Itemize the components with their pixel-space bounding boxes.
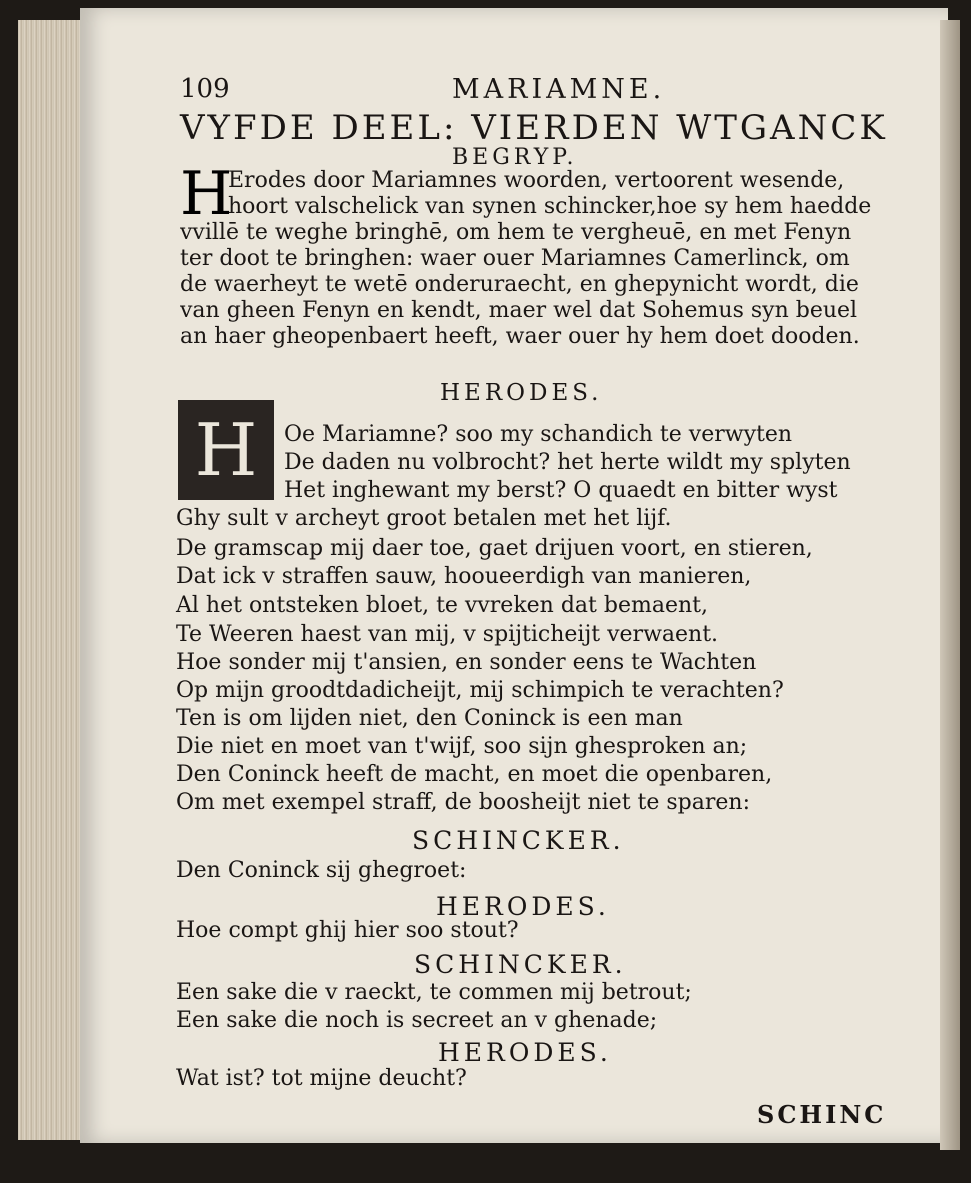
dialogue-line: Hoe compt ghij hier soo stout? xyxy=(176,918,519,943)
speaker-herodes: HERODES. xyxy=(440,380,603,406)
speaker-schincker: SCHINCKER. xyxy=(412,826,625,855)
verse-line: Den Coninck heeft de macht, en moet die openbaren, xyxy=(176,762,773,787)
argument-line: an haer gheopenbaert heeft, waer ouer hy hem doet dooden. xyxy=(180,324,860,349)
verse-line: Ten is om lijden niet, den Coninck is een man xyxy=(176,706,683,731)
dialogue-line: Wat ist? tot mijne deucht? xyxy=(176,1066,467,1091)
dialogue-line: Den Coninck sij ghegroet: xyxy=(176,858,467,883)
verse-line: Op mijn groodtdadicheijt, mij schimpich te verachten? xyxy=(176,678,784,703)
page-stack-edge xyxy=(18,20,88,1140)
decorated-initial-letter: H xyxy=(194,408,258,492)
speaker-herodes: HERODES. xyxy=(436,892,610,921)
dialogue-line: Een sake die noch is secreet an v ghenade; xyxy=(176,1008,658,1033)
argument-text xyxy=(180,159,920,350)
verse-line: Die niet en moet van t'wijf, soo sijn ghesproken an; xyxy=(176,734,748,759)
argument-drop-letter: H xyxy=(180,159,233,229)
argument-line: Erodes door Mariamnes woorden, vertoorent wesende, xyxy=(228,168,845,193)
verse-line: Om met exempel straff, de boosheijt niet te sparen: xyxy=(176,790,750,815)
page-right-edge xyxy=(940,20,960,1150)
verse-line: Te Weeren haest van mij, v spijticheijt verwaent. xyxy=(176,622,719,647)
verse-line: Het inghewant my berst? O quaedt en bitter wyst xyxy=(284,478,838,503)
verse-line: De daden nu volbrocht? het herte wildt my splyten xyxy=(284,450,851,475)
running-title: MARIAMNE. xyxy=(452,74,666,105)
speaker-herodes: HERODES. xyxy=(438,1038,612,1067)
argument-line: van gheen Fenyn en kendt, maer wel dat Sohemus syn beuel xyxy=(180,298,858,323)
verse-line: Ghy sult v archeyt groot betalen met het lijf. xyxy=(176,506,672,531)
decorated-initial xyxy=(178,400,274,500)
catchword: SCHINC xyxy=(757,1100,887,1129)
page-number: 109 xyxy=(180,74,230,104)
part-title: VYFDE DEEL: VIERDEN WTGANCK xyxy=(180,108,888,148)
argument-line: ter doot te bringhen: waer ouer Mariamnes Camerlinck, om xyxy=(180,246,850,271)
argument-line: vvillē te weghe bringhē, om hem te vergheuē, en met Fenyn xyxy=(180,220,852,245)
argument-line: de waerheyt te wetē onderuraecht, en ghepynicht wordt, die xyxy=(180,272,859,297)
argument-heading: BEGRYP. xyxy=(452,145,578,170)
argument-line: hoort valschelick van synen schincker,hoe sy hem haedde xyxy=(228,194,872,219)
verse-line: Dat ick v straffen sauw, hooueerdigh van manieren, xyxy=(176,564,752,589)
verse-line: De gramscap mij daer toe, gaet drijuen voort, en stieren, xyxy=(176,536,813,561)
dialogue-line: Een sake die v raeckt, te commen mij betrout; xyxy=(176,980,692,1005)
verse-line: Oe Mariamne? soo my schandich te verwyten xyxy=(284,422,793,447)
speaker-schincker: SCHINCKER. xyxy=(414,950,627,979)
verse-line: Hoe sonder mij t'ansien, en sonder eens te Wachten xyxy=(176,650,757,675)
verse-line: Al het ontsteken bloet, te vvreken dat bemaent, xyxy=(176,593,708,618)
